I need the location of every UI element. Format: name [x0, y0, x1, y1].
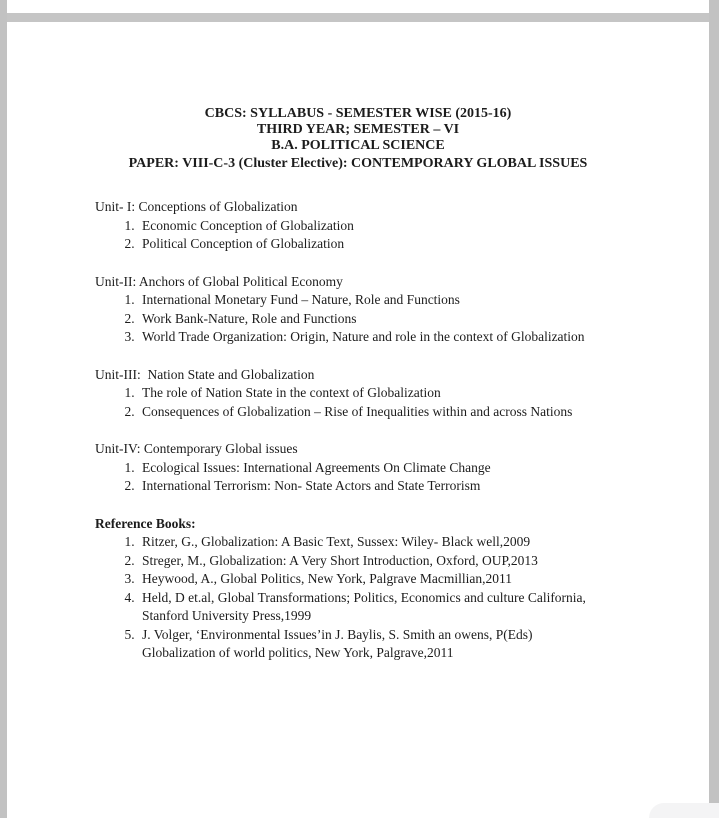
reference-line: Stanford University Press,1999	[142, 608, 312, 623]
reference-book-item	[138, 552, 632, 571]
viewer-frame-left	[0, 0, 7, 818]
reference-line: 5. J. Volger, ‘Environmental Issues’in J. Baylis, S. Smith an owens, P(Eds)	[142, 626, 533, 642]
reference-books-section	[95, 515, 679, 663]
reference-book-list	[95, 533, 679, 663]
reference-line: Globalization of world politics, New York, Palgrave,2011	[142, 645, 454, 660]
unit-item: 1. Ecological Issues: International Agreements On Climate Change	[138, 459, 632, 478]
unit-item: 2. International Terrorism: Non- State Actors and State Terrorism	[138, 477, 632, 496]
unit-item-list	[95, 384, 679, 421]
unit-section-1	[95, 198, 679, 254]
unit-section-4	[95, 440, 679, 496]
reference-books-title: Reference Books:	[95, 515, 196, 531]
document-page	[7, 22, 709, 818]
unit-item: 3. World Trade Organization: Origin, Nature and role in the context of Globalization	[138, 328, 632, 347]
unit-item-list	[95, 291, 679, 347]
viewer-frame-right	[709, 0, 719, 805]
document-body	[95, 198, 679, 663]
header-line-course: CBCS: SYLLABUS - SEMESTER WISE (2015-16)	[204, 106, 512, 121]
reference-book-item	[138, 570, 632, 589]
unit-section-3	[95, 366, 679, 422]
unit-title: Unit-IV: Contemporary Global issues	[95, 441, 298, 456]
reference-line: 4. Held, D et.al, Global Transformations; Politics, Economics and culture California,	[142, 589, 586, 605]
reference-book-item	[138, 589, 632, 626]
bottom-right-corner-overlay	[649, 803, 719, 818]
header-line-paper-title: PAPER: VIII-C-3 (Cluster Elective): CONTEMPORARY GLOBAL ISSUES	[128, 156, 588, 171]
header-line-program: B.A. POLITICAL SCIENCE	[271, 138, 445, 153]
unit-item-list	[95, 217, 679, 254]
unit-title: Unit-II: Anchors of Global Political Economy	[95, 273, 343, 289]
unit-item: 2. Work Bank-Nature, Role and Functions	[138, 310, 632, 329]
reference-book-item	[138, 626, 632, 663]
unit-item: 2. Consequences of Globalization – Rise of Inequalities within and across Nations	[138, 403, 632, 422]
unit-section-2	[95, 273, 679, 347]
reference-line: 3. Heywood, A., Global Politics, New York, Palgrave Macmillian,2011	[142, 571, 512, 586]
reference-line: 2. Streger, M., Globalization: A Very Short Introduction, Oxford, OUP,2013	[142, 552, 538, 568]
document-header	[7, 106, 709, 172]
viewer-page-divider	[7, 13, 709, 22]
unit-item: 1. The role of Nation State in the context of Globalization	[138, 384, 632, 403]
unit-item: 1. Economic Conception of Globalization	[138, 217, 632, 236]
header-line-year-semester: THIRD YEAR; SEMESTER – VI	[256, 122, 460, 137]
reference-book-item	[138, 533, 632, 552]
unit-item-list	[95, 459, 679, 496]
reference-line: 1. Ritzer, G., Globalization: A Basic Text, Sussex: Wiley- Black well,2009	[142, 534, 531, 549]
unit-item: 1. International Monetary Fund – Nature, Role and Functions	[138, 291, 632, 310]
unit-title: Unit- I: Conceptions of Globalization	[95, 199, 298, 214]
unit-title: Unit-III: Nation State and Globalization	[95, 366, 315, 382]
unit-item: 2. Political Conception of Globalization	[138, 235, 632, 254]
